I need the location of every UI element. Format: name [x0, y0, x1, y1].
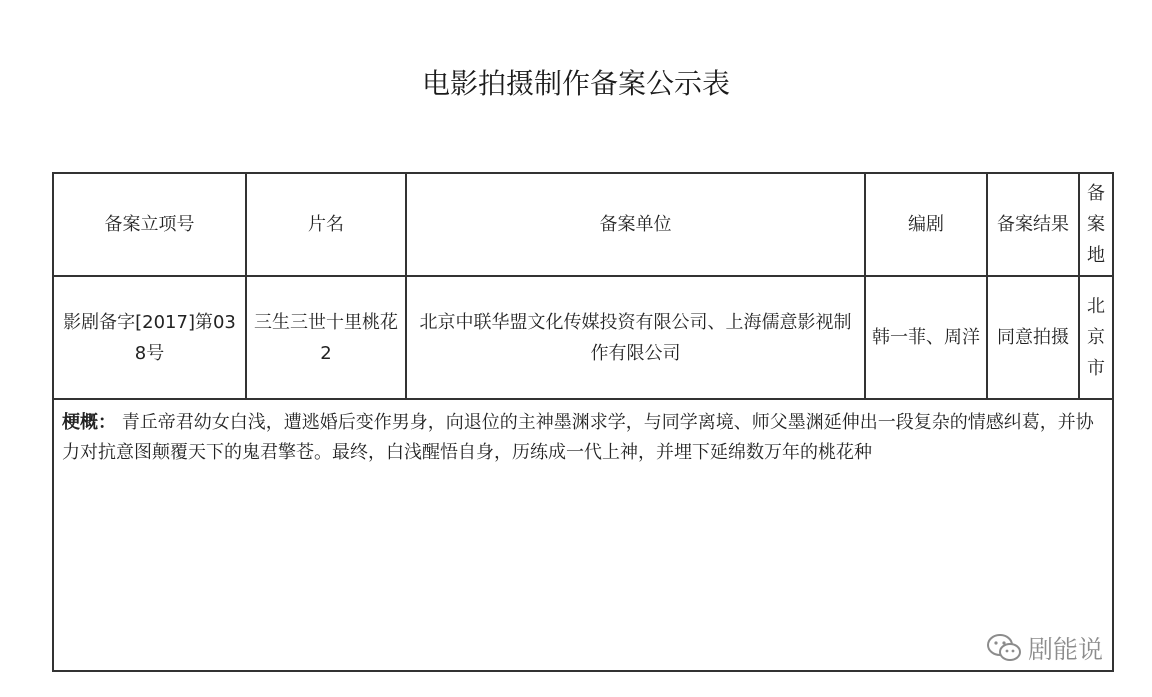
- header-film-title: 片名: [246, 173, 406, 276]
- synopsis-row: [53, 399, 1113, 671]
- synopsis-label: 梗概：: [62, 412, 116, 433]
- table-header-row: [53, 173, 1113, 276]
- watermark: [986, 628, 1103, 668]
- cell-film-title: 三生三世十里桃花2: [246, 276, 406, 399]
- cell-filing-no: 影剧备字[2017]第038号: [53, 276, 246, 399]
- header-location: 备案地: [1079, 173, 1113, 276]
- header-result: 备案结果: [987, 173, 1079, 276]
- synopsis-cell: [53, 399, 1113, 671]
- header-screenwriters: 编剧: [865, 173, 987, 276]
- cell-screenwriters: 韩一菲、周洋: [865, 276, 987, 399]
- header-filing-unit: 备案单位: [406, 173, 865, 276]
- watermark-text: 剧能说: [1028, 635, 1104, 664]
- page-title: 电影拍摄制作备案公示表: [421, 67, 730, 100]
- header-filing-no: 备案立项号: [53, 173, 246, 276]
- cell-location: 北京市: [1079, 276, 1113, 399]
- cell-filing-unit: 北京中联华盟文化传媒投资有限公司、上海儒意影视制作有限公司: [406, 276, 865, 399]
- table-row: [53, 276, 1113, 399]
- synopsis-text: 青丘帝君幼女白浅，遭逃婚后变作男身，向退位的主神墨渊求学，与同学离境、师父墨渊延伸出一段复杂的情感纠葛，并协力对抗意图颠覆天下的鬼君擎苍。最终，白浅醒悟自身，历练成一代上神，并埋下延绵数万年的桃花种: [62, 412, 1094, 463]
- filing-table: [52, 172, 1114, 672]
- wechat-icon: [986, 633, 1022, 663]
- cell-result: 同意拍摄: [987, 276, 1079, 399]
